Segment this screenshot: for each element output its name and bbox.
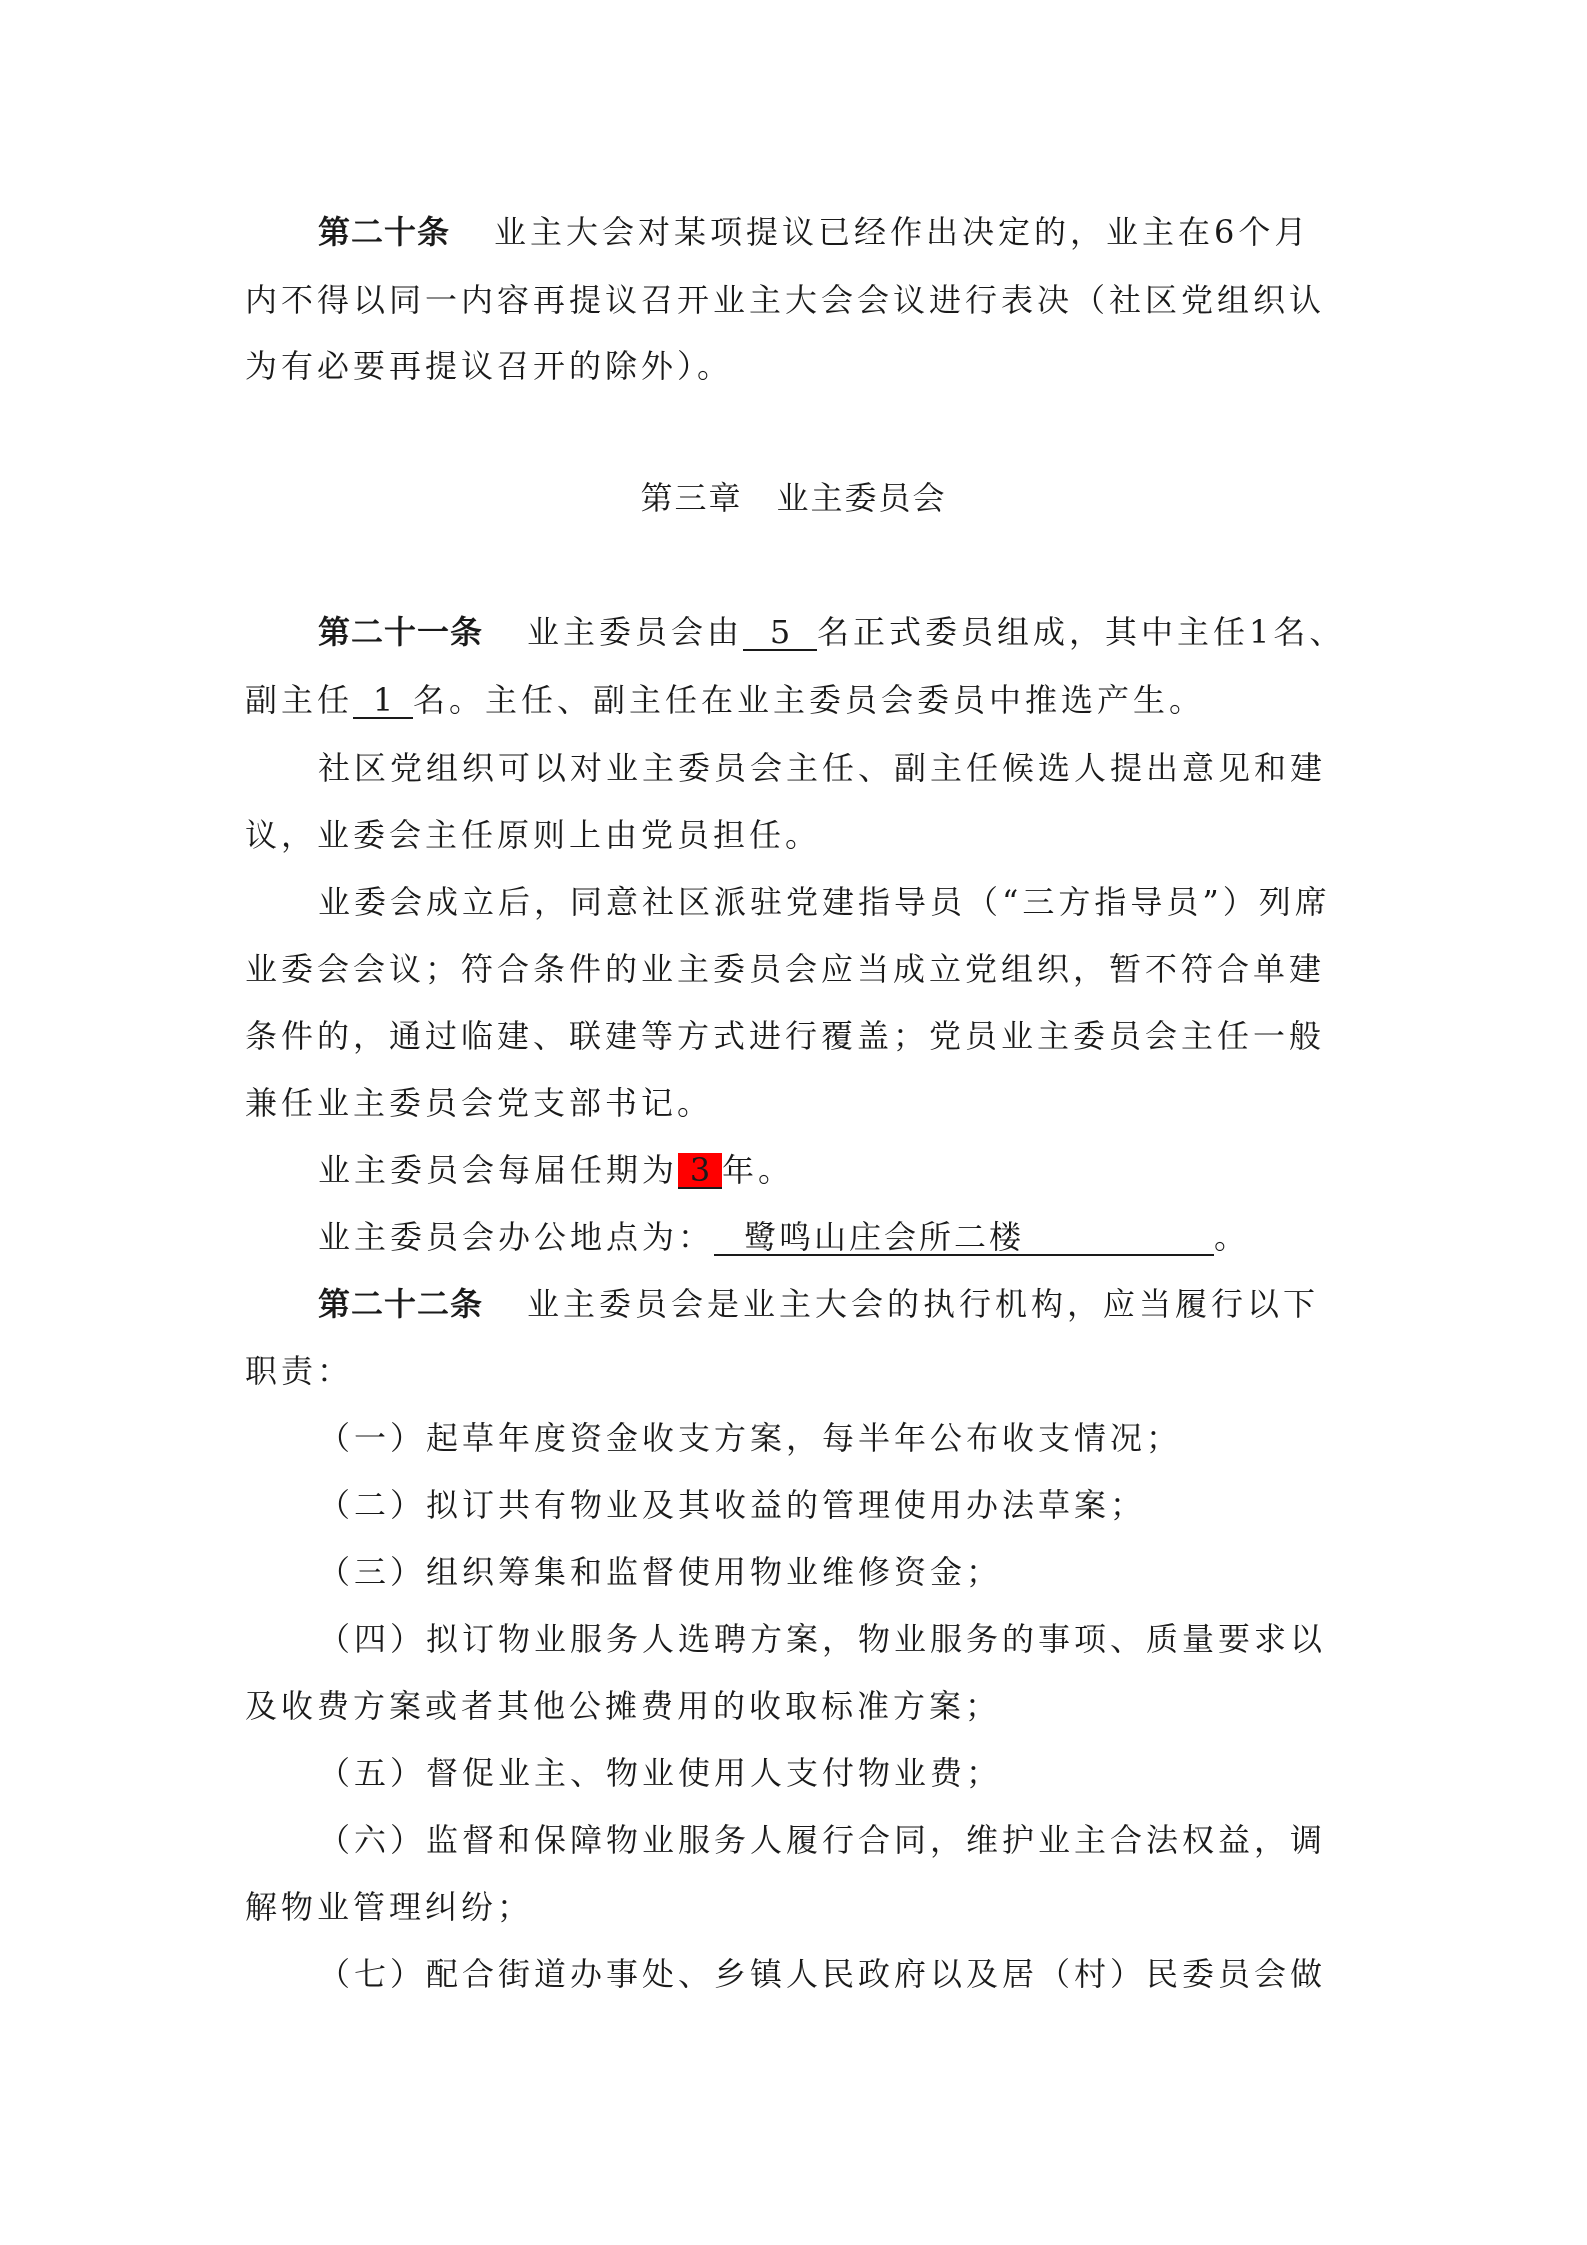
list-item: （四）拟订物业服务人选聘方案，物业服务的事项、质量要求以	[318, 1620, 1327, 1658]
article-21-office-line	[318, 1217, 1368, 1257]
article-21-para2-line-2: 议，业委会主任原则上由党员担任。	[245, 816, 822, 854]
article-21-para3-line-3: 条件的，通过临建、联建等方式进行覆盖；党员业主委员会主任一般	[245, 1017, 1326, 1055]
vice-count-blank: 1	[353, 683, 413, 719]
list-item: （七）配合街道办事处、乡镇人民政府以及居（村）民委员会做	[318, 1955, 1327, 1993]
office-text-b: 。	[1214, 1218, 1251, 1256]
article-21-para3-line-1: 业委会成立后，同意社区派驻党建指导员（“三方指导员”）列席	[318, 883, 1331, 921]
chapter-3-title: 第三章 业主委员会	[640, 479, 947, 517]
office-text-a: 业主委员会办公地点为：	[318, 1218, 715, 1256]
list-item: （一）起草年度资金收支方案，每半年公布收支情况；	[318, 1419, 1183, 1457]
office-location-blank: 鹭鸣山庄会所二楼	[714, 1220, 1214, 1256]
list-item-continuation: 解物业管理纠纷；	[245, 1888, 534, 1926]
article-20-line-2: 内不得以同一内容再提议召开业主大会会议进行表决（社区党组织认	[245, 281, 1326, 319]
article-21-para3-line-4: 兼任业主委员会党支部书记。	[245, 1084, 714, 1122]
article-21-text-1b: 名正式委员组成，其中主任1名、	[817, 613, 1346, 651]
article-21-line-2	[245, 680, 1365, 720]
term-text-a: 业主委员会每届任期为	[318, 1151, 679, 1189]
article-21-label: 第二十一条	[318, 613, 484, 651]
list-item: （六）监督和保障物业服务人履行合同，维护业主合法权益，调	[318, 1821, 1327, 1859]
list-item: （三）组织筹集和监督使用物业维修资金；	[318, 1553, 1003, 1591]
term-years-blank: 3	[678, 1153, 722, 1189]
term-text-b: 年。	[722, 1151, 795, 1189]
article-21-text-2a: 副主任	[245, 681, 354, 719]
article-21-para2-line-1: 社区党组织可以对业主委员会主任、副主任候选人提出意见和建	[318, 749, 1327, 787]
list-item: （五）督促业主、物业使用人支付物业费；	[318, 1754, 1003, 1792]
list-item: （二）拟订共有物业及其收益的管理使用办法草案；	[318, 1486, 1147, 1524]
article-21-term-line	[318, 1150, 1368, 1190]
members-count-blank: 5	[743, 615, 817, 651]
article-20-label: 第二十条	[318, 213, 451, 251]
article-21-para3-line-2: 业委会会议；符合条件的业主委员会应当成立党组织，暂不符合单建	[245, 950, 1326, 988]
article-20-text-1: 业主大会对某项提议已经作出决定的，业主在6个月	[494, 213, 1311, 251]
article-22-line-2: 职责：	[245, 1352, 354, 1390]
article-22-label: 第二十二条	[318, 1285, 484, 1323]
article-21-text-1a: 业主委员会由	[527, 613, 744, 651]
article-22-line-1	[318, 1284, 1368, 1324]
article-21-line-1	[318, 612, 1368, 652]
article-22-text-1: 业主委员会是业主大会的执行机构，应当履行以下	[527, 1285, 1320, 1323]
list-item-continuation: 及收费方案或者其他公摊费用的收取标准方案；	[245, 1687, 1002, 1725]
article-20-line-3: 为有必要再提议召开的除外）。	[245, 347, 734, 385]
article-21-text-2b: 名。主任、副主任在业主委员会委员中推选产生。	[413, 681, 1206, 719]
article-20-line-1	[318, 212, 1368, 252]
